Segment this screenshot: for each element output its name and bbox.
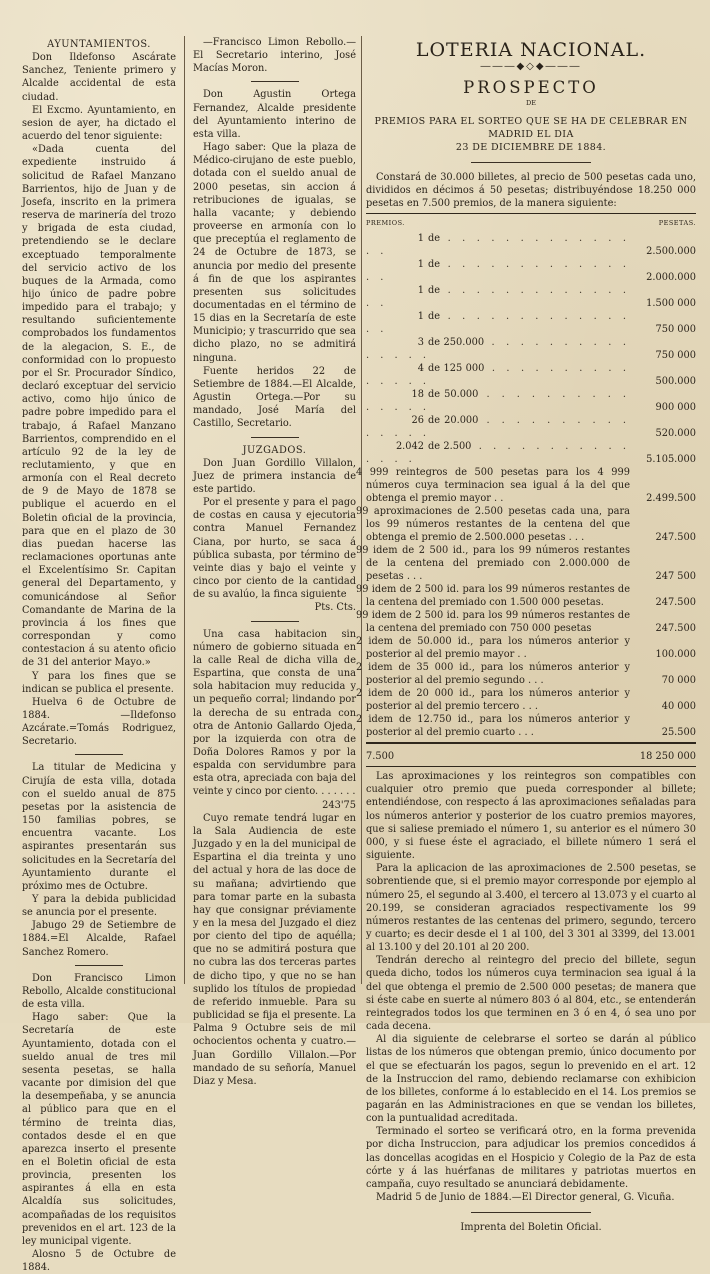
prize-label [366,414,630,440]
prize-amount: 70 000 [661,675,696,687]
prize-denomination: de [428,259,441,271]
notice-signature: Fuente heridos 22 de Setiembre de 1884.—El Alcalde, Agustin Ortega.—Por su mandado, José María del Castillo, Secretario. [193,365,356,430]
notice-signature: —Francisco Limon Rebollo.— El Secretario interino, José Macías Moron. [193,37,356,75]
prize-amount: 1.500 000 [646,298,696,310]
notice-paragraph: Don Ildefonso Ascárate Sanchez, Teniente primero y Alcalde accidental de esta ciudad. [22,52,176,103]
separator [251,621,299,622]
leader-dots: . . . . . . . . . . . . . . . [366,441,630,466]
leader-dots: . . . . . . . . . . . . . . . [366,259,630,284]
appraisal-amount: 243'75 [322,799,356,811]
prize-amount: 900 000 [655,402,696,414]
prize-label [366,258,630,284]
table-header-row [366,217,696,232]
separator [75,754,123,755]
notice-paragraph: Don Francisco Limon Rebollo, Alcalde constitucional de esta villa. [22,972,176,1011]
prize-row [366,583,696,609]
prize-description: 2 idem de 35 000 id., para los números anterior y posterior al del premio segundo . . . [356,662,630,687]
rules-paragraph: Tendrán derecho al reintegro del precio del billete, segun queda dicho, todos los números cuya terminacion sea igual á la del que obtenga el premio de 2.500 000 pesetas; de manera que si éste cabe en suerte al número 803 ó al 804, etc., se entenderán reintegrados todos los que terminen en 3 ó en 4, ó sea uno por cada decena. [366,955,696,1033]
price-column-header: Pts. Cts. [314,602,356,614]
separator [471,1212,591,1213]
rules-paragraph: Al dia siguiente de celebrarse el sorteo se darán al público listas de los números que obtengan premio, único documento por el que se efectuarán los pagos, segun lo prevenido en el art. 12 de la Instruccion del ramo, debiendo reclamarse con exhibicion de los billetes, conforme á lo establecido en el 14. Los premios se pagarán en las Administraciones en que se vendan los billetes, con la puntualidad acreditada. [366,1034,696,1125]
table-rule [366,742,696,744]
prize-row [366,609,696,635]
totals-table [366,747,696,763]
section-heading-ayuntamientos: AYUNTAMIENTOS. [47,39,151,50]
prize-row [366,505,696,544]
prize-description: 2 idem de 50.000 id., para los números anterior y posterior al del premio mayor . . [356,636,630,661]
notice-paragraph: Hago saber: Que la plaza de Médico-cirujano de este pueblo, dotada con el sueldo anual de 2000 pesetas, sin accion á retribuciones de igualas, se halla vacante; y debiendo proveerse en armonía con lo que preceptúa el reglamento de 24 de Octubre de 1873, se anuncia por medio del presente á fin de que los aspirantes presenten sus solicitudes documentadas en el término de 15 dias en la Secretaría de este Municipio; y trascurrido que sea dicho plazo, no se admitirá ninguna. [193,142,356,364]
prize-denomination: de [428,311,441,323]
leader-dots: . . . . . . . . . . . . . . . [366,389,630,414]
prize-label [366,336,630,362]
prize-amount: 2.499.500 [646,493,696,505]
prize-amount: 750 000 [655,350,696,362]
notice-paragraph: Hago saber: Que la Secretaría de este Ayuntamiento, dotada con el sueldo anual de tres mil sesenta pesetas, se halla vacante por dimision del que la desempeñaba, y se anuncia al público para que en el término de treinta dias, contados desde el en que aparezca inserto el presente en el Boletin oficial de esta provincia, presenten los aspirantes á ella en esta Alcaldía sus solicitudes, acompañadas de los requisitos prevenidos en el art. 123 de la ley municipal vigente. [22,1012,176,1247]
prize-quantity: 2.042 [395,441,424,453]
prize-row [366,661,696,687]
prize-row [366,232,696,258]
table-rule [366,766,696,767]
prize-label [366,362,630,388]
prize-denomination: de [428,233,441,245]
prize-row [366,284,696,310]
prize-amount: 100.000 [655,649,696,661]
prize-row [366,687,696,713]
printer-imprint: Imprenta del Boletin Oficial. [460,1222,602,1234]
prize-quantity: 1 [417,285,424,297]
prize-quantity: 1 [417,233,424,245]
prize-quantity: 3 [417,337,424,349]
prize-row [366,635,696,661]
prize-amount: 25.500 [661,727,696,739]
prize-description: 4 999 reintegros de 500 pesetas para los 4 999 números cuya terminacion sea igual á la del que obtenga el premio mayor . . [356,467,630,505]
separator [251,81,299,82]
prize-amount: 520.000 [655,428,696,440]
prize-denomination: de [428,285,441,297]
prize-quantity: 1 [417,311,424,323]
separator [251,437,299,438]
separator [75,965,123,966]
prize-description: 2 idem de 12.750 id., para los números anterior y posterior al del premio cuarto . . . [356,714,630,739]
leader-dots: . . . . . . . . . . . . . . . [366,337,630,362]
leader-dots: . . . . . . . . . . . . . . . [366,311,630,336]
column-loteria [356,36,696,1234]
notice-signature: Huelva 6 de Octubre de 1884. —Ildefonso Azcárate.=Tomás Rodriguez, Secretario. [22,696,176,748]
prize-row [366,544,696,583]
prize-denomination: de 20.000 [428,415,479,427]
prize-amount: 247.500 [655,623,696,635]
prize-row [366,388,696,414]
prize-label [366,440,630,466]
prize-row [366,466,696,505]
rules-paragraph: Para la aplicacion de las aproximaciones de 2.500 pesetas, se sobrentiende que, si el premio mayor corresponde por ejemplo al número 25, el segundo al 3.400, el tercero al 13.073 y el cuarto al 20.199, se consideran agraciados respectivamente los 99 números restantes de las centenas del primero, segundo, tercero y cuarto; es decir desde el 1 al 100, del 3 301 al 3399, del 13.001 al 13.100 y del 20.101 al 20 200. [366,863,696,954]
col-header-premios: PREMIOS. [366,219,405,228]
notice-paragraph: Don Juan Gordillo Villalon, Juez de primera instancia de este partido. [193,457,356,495]
notice-date: Alosno 5 de Octubre de 1884. [22,1249,176,1274]
prize-quantity: 26 [411,415,424,427]
prize-denomination: de 250.000 [428,337,485,349]
lottery-title: LOTERIA NACIONAL. [415,39,647,61]
total-amount: 18 250 000 [639,751,696,763]
prize-amount: 247.500 [655,597,696,609]
prize-amount: 2.500.000 [646,246,696,258]
prize-row [366,713,696,739]
notice-signature: Jabugo 29 de Setiembre de 1884.=El Alcalde, Rafael Sanchez Romero. [22,920,176,958]
column-juzgados [193,36,356,1088]
prize-label [366,310,630,336]
col-header-pesetas: PESETAS. [658,219,696,228]
prize-label [366,284,630,310]
notice-paragraph: Y para los fines que se indican se publica el presente. [22,670,176,695]
prize-description: 2 idem de 20 000 id., para los números anterior y posterior al del premio tercero . . . [356,688,630,713]
property-description: Una casa habitacion sin número de gobierno situada en la calle Real de dicha villa de Espartina, que consta de una sola habitacion muy reducida y un pequeño corral; lindando por la derecha de su entrada con otra de Antonio Gallardo Ojeda, por la izquierda con otra de Doña Dolores Ramos y por la espalda con servidumbre para esta otra, apreciada con baja del veinte y cinco por ciento. . . . . . . [193,628,356,798]
notice-paragraph: Cuyo remate tendrá lugar en la Sala Audiencia de este Juzgado y en la del municipal de Espartina el dia treinta y uno del actual y hora de las doce de su mañana; advirtiendo que para tomar parte en la subasta hay que consignar préviamente y en la mesa del Juzgado el diez por ciento del tipo de aquélla; que no se admitirá postura que no cubra las dos terceras partes de dicho tipo, y que no se han suplido los títulos de propiedad de referido inmueble. Para su publicidad se fija el presente. La Palma 9 Octubre seis de mil ochocientos ochenta y cuatro.—Juan Gordillo Villalon.—Por mandado de su señoría, Manuel Diaz y Mesa. [193,812,356,1087]
prize-row [366,440,696,466]
separator [471,162,591,163]
prize-amount: 40 000 [661,701,696,713]
prize-amount: 247 500 [655,571,696,583]
prize-denomination: de 50.000 [428,389,479,401]
ornament-divider: ―――◆◇◆――― [480,61,582,73]
director-signature: Madrid 5 de Junio de 1884.—El Director general, G. Vicuña. [376,1192,675,1204]
prize-row [366,258,696,284]
column-ayuntamientos [22,36,176,1274]
subtitle-line: PREMIOS PARA EL SORTEO QUE SE HA DE CELEBRAR EN MADRID EL DIA [374,115,688,140]
prize-denomination: de 2.500 [428,441,472,453]
prize-description: 99 idem de 2 500 id., para los 99 números restantes de la centena del premiado con 2.000.000 de pesetas . . . [356,545,630,583]
prize-amount: 5.105.000 [646,454,696,466]
prize-amount: 750 000 [655,324,696,336]
notice-paragraph: La titular de Medicina y Cirujía de esta villa, dotada con el sueldo anual de 875 pesetas por la asistencia de 150 familias pobres, se encuentra vacante. Los aspirantes presentarán sus solicitudes en la Secretaría del Ayuntamiento durante el próximo mes de Octubre. [22,762,176,892]
subtitle-date: 23 DE DICIEMBRE DE 1884. [455,141,607,153]
prize-description: 99 aproximaciones de 2.500 pesetas cada una, para los 99 números restantes de la centena del que obtenga el premio de 2.500.000 pesetas . . . [356,506,630,544]
leader-dots: . . . . . . . . . . . . . . . [366,415,630,440]
notice-paragraph: Don Agustin Ortega Fernandez, Alcalde presidente del Ayuntamiento interino de esta villa. [193,89,356,140]
notice-paragraph: «Dada cuenta del expediente instruido á solicitud de Rafael Manzano Barrientos, hijo de Juan y de Josefa, inscrito en la primera reserva de marinería del trozo y brigada de esta ciudad, pretendiendo se le declare exceptuado temporalmente del servicio activo de los buques de la Armada, como hijo único de padre pobre impedido para el trabajo; y resultando suficientemente comprobados los fundamentos de la alegacion, S. E., de conformidad con lo propuesto por el Sr. Procurador Síndico, declaró exceptuar del servicio activo, como hijo único de padre pobre impedido para el trabajo, á Rafael Manzano Barrientos, comprendido en el artículo 92 de la ley de reclutamiento, y que en armonía con el Real decreto de 9 de Mayo de 1878 se publique el acuerdo en el Boletin oficial de la provincia, para que en el plazo de 30 dias puedan hacerse las reclamaciones oportunas ante el Excelentísimo Sr. Capitan general del Departamento, y comunicándose al Señor Comandante de Marina de la provincia á los fines que correspondan y como contestacion á su atento oficio de 31 del anterior Mayo.» [22,144,176,669]
leader-dots: . . . . . . . . . . . . . . . [366,233,630,258]
prize-row [366,414,696,440]
de-label: DE [526,99,536,108]
prize-row [366,336,696,362]
notice-paragraph: Por el presente y para el pago de costas en causa y ejecutoria contra Manuel Fernandez Ciana, por hurto, se saca á pública subasta, por término de veinte dias y bajo el veinte y cinco por ciento de la cantidad de su avalúo, la finca siguiente [193,497,356,601]
prize-row [366,362,696,388]
prize-description: 99 idem de 2 500 id. para los 99 números restantes de la centena del premiado con 750 000 pesetas [356,610,630,635]
prize-amount: 2.000.000 [646,272,696,284]
prize-amount: 247.500 [655,532,696,544]
leader-dots: . . . . . . . . . . . . . . . [366,363,630,388]
prize-quantity: 4 [417,363,424,375]
prospecto-heading: PROSPECTO [463,78,599,98]
rules-paragraph: Terminado el sorteo se verificará otro, en la forma prevenida por dicha Instruccion, para adjudicar los premios concedidos á las doncellas acogidas en el Hospicio y Colegio de la Paz de esta córte y á las huérfanas de militares y patriotas muertos en campaña, cuyo resultado se anunciará debidamente. [366,1126,696,1190]
notice-paragraph: El Excmo. Ayuntamiento, en sesion de ayer, ha dictado el acuerdo del tenor siguiente: [22,104,176,143]
column-divider [184,36,185,984]
notice-paragraph: Y para la debida publicidad se anuncia por el presente. [22,894,176,919]
prize-row [366,310,696,336]
prize-label [366,232,630,258]
total-count: 7.500 [366,751,395,763]
intro-paragraph: Constará de 30.000 billetes, al precio de 500 pesetas cada uno, divididos en décimos á 50 pesetas; distribuyéndose 18.250 000 pesetas en 7.500 premios, de la manera siguiente: [366,171,696,209]
prize-amount: 500.000 [655,376,696,388]
table-rule [366,213,696,214]
totals-row [366,747,696,763]
prize-description: 99 idem de 2 500 id. para los 99 números restantes de la centena del premiado con 1.500 000 pesetas. [356,584,630,609]
prize-table [356,217,696,739]
prize-quantity: 18 [411,389,424,401]
rules-paragraph: Las aproximaciones y los reintegros son compatibles con cualquier otro premio que pueda corresponder al billete; entendiéndose, con respecto á las aproximaciones señaladas para los números anterior y posterior de los cuatro premios mayores, que si saliese premiado el número 1, su anterior es el número 30 000, y si fuese éste el agraciado, el billete número 1 será el siguiente. [366,771,696,862]
section-heading-juzgados: JUZGADOS. [242,444,307,456]
prize-quantity: 1 [417,259,424,271]
prize-label [366,388,630,414]
leader-dots: . . . . . . . . . . . . . . . [366,285,630,310]
prize-denomination: de 125 000 [428,363,485,375]
